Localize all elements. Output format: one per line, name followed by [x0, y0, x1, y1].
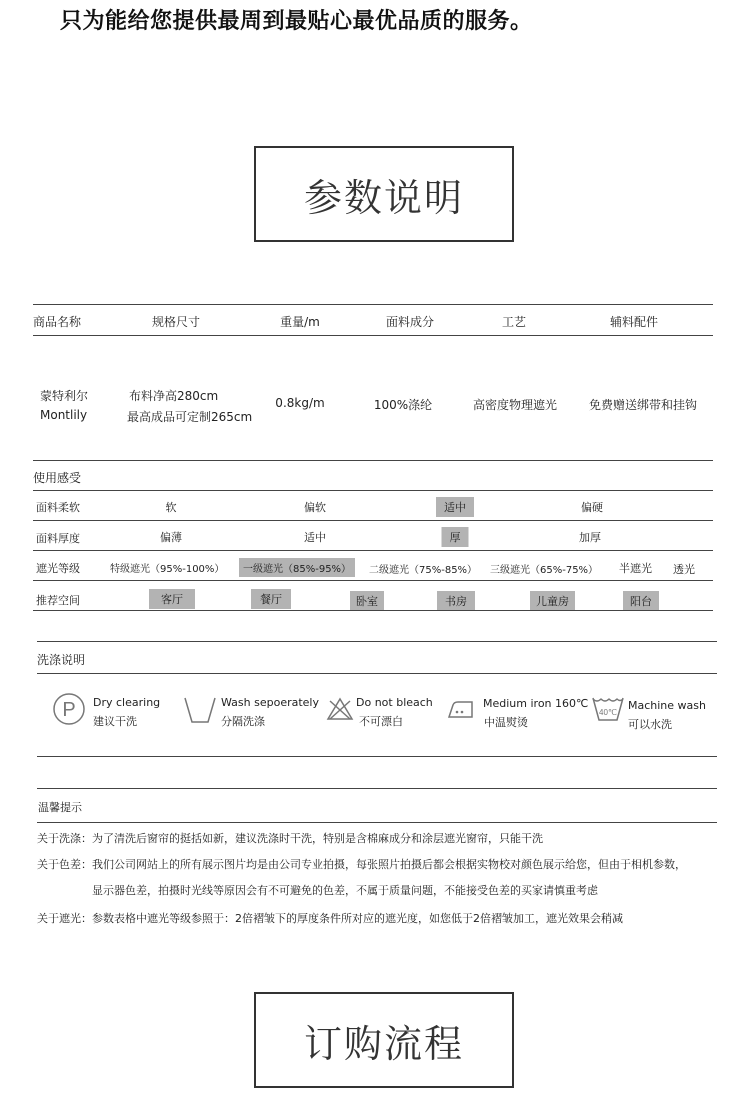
- wash-item-en: Wash sepoerately: [221, 696, 320, 709]
- feel-option: 特级遮光（95%-100%）: [110, 564, 225, 575]
- divider: [37, 756, 717, 757]
- divider: [37, 641, 717, 642]
- material-value: 100%涤纶: [373, 398, 433, 412]
- no-bleach-icon: [326, 697, 354, 721]
- product-name-cn: 蒙特利尔: [40, 389, 89, 403]
- feel-option-selected: 适中: [436, 497, 474, 517]
- feel-option: 偏硬: [581, 501, 603, 514]
- order-title: 订购流程: [303, 1021, 464, 1066]
- feel-option: 二级遮光（75%-85%）: [369, 565, 478, 576]
- tip-line: 关于遮光：参数表格中遮光等级参照于：2倍褶皱下的厚度条件所对应的遮光度，如您低于2倍褶皱加工，遮光效果会稍减: [37, 912, 623, 925]
- feel-option: 软: [165, 501, 177, 514]
- feel-row-label: 遮光等级: [36, 562, 80, 575]
- params-title: 参数说明: [303, 175, 464, 220]
- header-weight: 重量/m: [280, 315, 320, 329]
- tub-temperature-label: 40℃: [599, 708, 617, 717]
- header-craft: 工艺: [501, 315, 527, 329]
- room-tag: 阳台: [623, 591, 659, 611]
- wash-item-en: Medium iron 160℃: [483, 697, 589, 710]
- wash-item-zh: 建议干洗: [93, 715, 137, 728]
- wash-item-zh: 分隔洗涤: [221, 715, 265, 728]
- product-name-en: Montlily: [40, 408, 88, 422]
- feel-option: 加厚: [579, 531, 601, 544]
- wash-separately-icon: [183, 696, 217, 724]
- feel-row-label: 面料柔软: [36, 501, 80, 514]
- feel-option: 适中: [304, 531, 326, 544]
- banner-text: 只为能给您提供最周到最贴心最优品质的服务。: [60, 9, 533, 34]
- feel-option: 偏薄: [160, 531, 182, 544]
- order-title-box: [254, 992, 514, 1088]
- divider: [37, 788, 717, 789]
- divider: [33, 304, 713, 305]
- header-size: 规格尺寸: [151, 315, 201, 329]
- feel-title: 使用感受: [33, 471, 82, 485]
- feel-row-label: 面料厚度: [36, 532, 80, 545]
- header-accessories: 辅料配件: [609, 315, 659, 329]
- feel-option: 半遮光: [619, 562, 652, 575]
- feel-option-selected: 厚: [442, 527, 469, 547]
- dry-clean-icon: [52, 692, 86, 726]
- divider: [33, 490, 713, 491]
- iron-icon: [446, 697, 476, 721]
- svg-text:P: P: [62, 699, 76, 721]
- tip-line: 显示器色差，拍摄时光线等原因会有不可避免的色差，不属于质量问题，不能接受色差的买家请慎重考虑: [92, 884, 598, 897]
- feel-option-selected: 一级遮光（85%-95%）: [239, 558, 355, 577]
- tip-line: 关于洗涤：为了清洗后窗帘的挺括如新，建议洗涤时干洗，特别是含棉麻成分和涂层遮光窗帘，只能干洗: [37, 832, 543, 845]
- wash-item-en: Dry clearing: [93, 696, 161, 709]
- tip-line: 关于色差：我们公司网站上的所有展示图片均是由公司专业拍摄，每张照片拍摄后都会根据实物校对颜色展示给您，但由于相机参数，: [37, 858, 686, 871]
- wash-item-zh: 中温熨烫: [484, 716, 528, 729]
- divider: [37, 822, 717, 823]
- machine-wash-icon: [592, 696, 624, 722]
- feel-option: 透光: [673, 563, 695, 576]
- divider: [33, 580, 713, 581]
- room-tag: 书房: [437, 591, 475, 611]
- wash-item-zh: 可以水洗: [628, 718, 672, 731]
- divider: [33, 610, 713, 611]
- size-line-1: 布料净高280cm: [129, 389, 219, 403]
- divider: [33, 335, 713, 336]
- divider: [33, 460, 713, 461]
- feel-option: 三级遮光（65%-75%）: [490, 565, 599, 576]
- room-tag: 卧室: [350, 591, 384, 611]
- divider: [33, 520, 713, 521]
- params-title-box: [254, 146, 514, 242]
- room-tag: 客厅: [149, 589, 195, 609]
- header-product-name: 商品名称: [33, 315, 82, 329]
- feel-option: 偏软: [304, 501, 326, 514]
- divider: [37, 673, 717, 674]
- room-tag: 儿童房: [530, 591, 575, 611]
- wash-item-zh: 不可漂白: [359, 715, 403, 728]
- accessories-value: 免费赠送绑带和挂钩: [588, 398, 698, 412]
- size-line-2: 最高成品可定制265cm: [127, 410, 253, 424]
- header-material: 面料成分: [385, 315, 435, 329]
- craft-value: 高密度物理遮光: [472, 398, 558, 412]
- feel-row-label: 推荐空间: [36, 594, 80, 607]
- wash-title: 洗涤说明: [37, 653, 86, 667]
- room-tag: 餐厅: [251, 589, 291, 609]
- weight-value: 0.8kg/m: [275, 396, 325, 410]
- tips-title: 温馨提示: [38, 801, 82, 814]
- wash-item-en: Machine wash: [628, 699, 706, 712]
- divider: [33, 550, 713, 551]
- wash-item-en: Do not bleach: [356, 696, 433, 709]
